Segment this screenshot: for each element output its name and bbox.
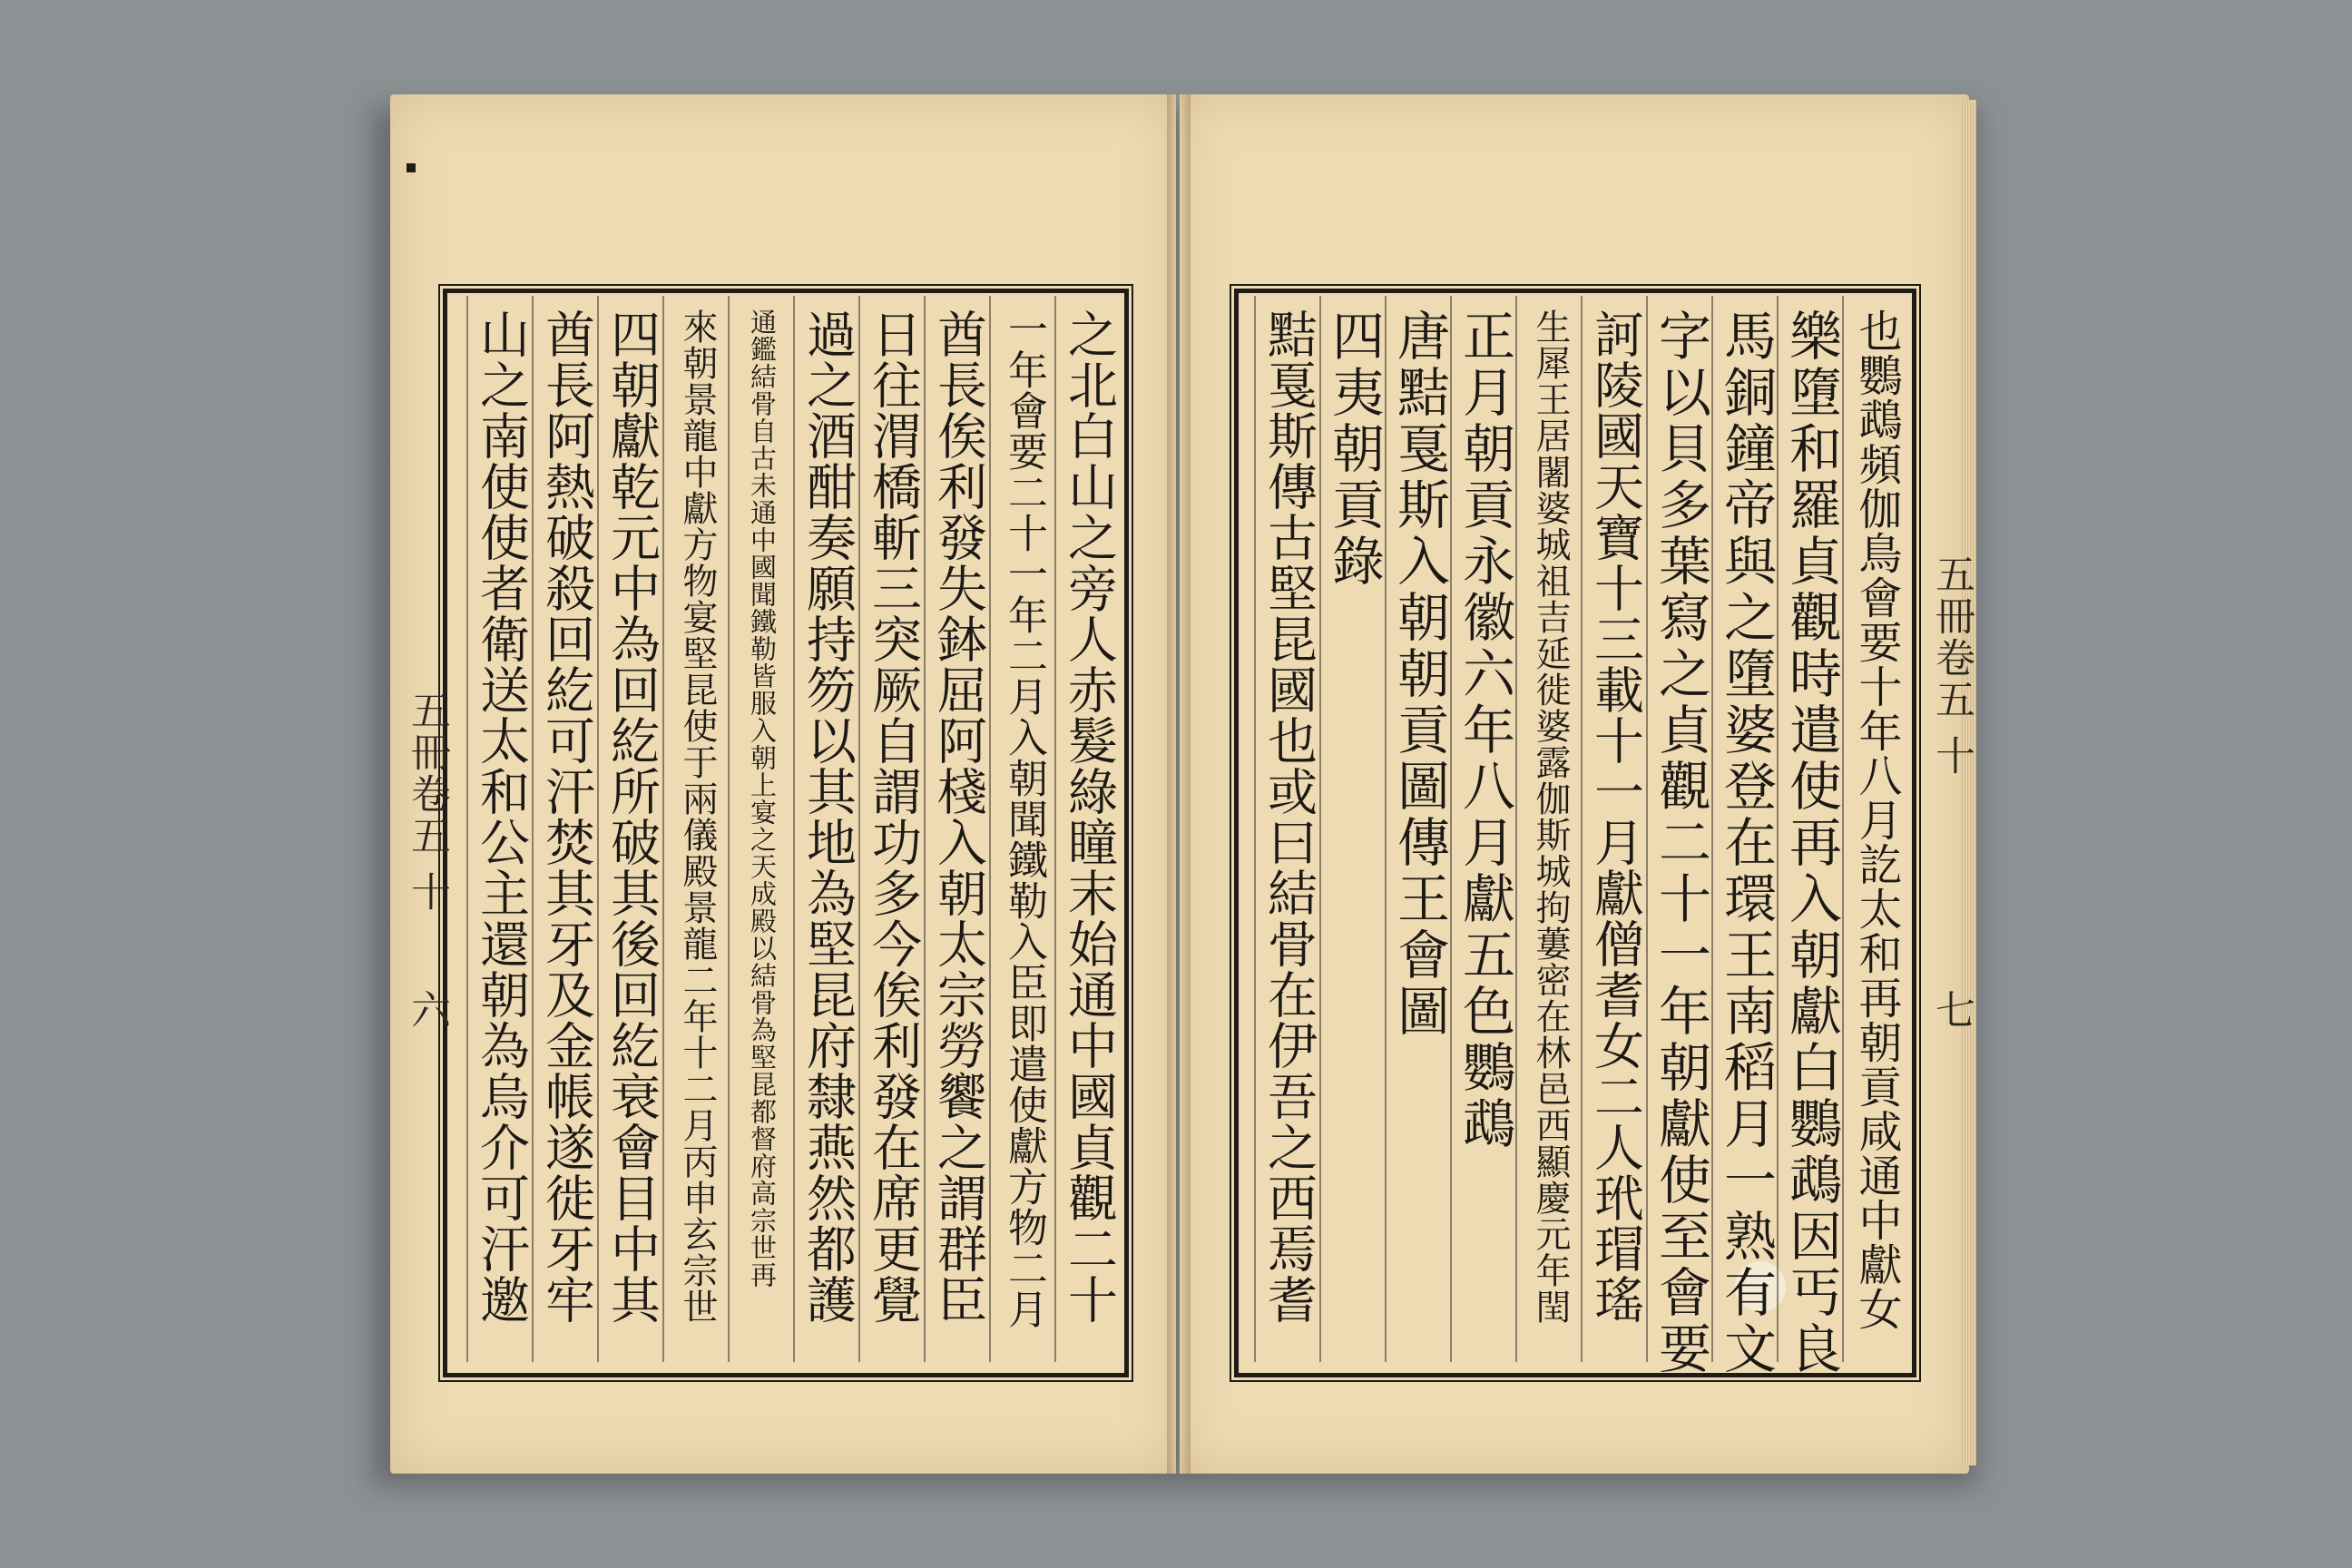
right_page-text-column: 訶陵國天寶十三載十一月獻僧耆女二人玳瑁瑤 (1586, 309, 1644, 1325)
column-rule (662, 296, 664, 1362)
right_page-text-column: 字以貝多葉寫之貞觀二十一年朝獻使至會要 (1650, 309, 1711, 1377)
left_page-text-column: 過之酒酣奏願持笏以其地為堅昆府隸燕然都護 (799, 309, 857, 1325)
column-rule (1581, 296, 1583, 1362)
column-rule (989, 296, 991, 1362)
book-gutter (1167, 94, 1191, 1474)
left-folio-number: 六 (404, 989, 450, 1031)
right-folio-label: 五冊卷五 十 (1928, 554, 1975, 777)
left_page-text-column: 四朝獻乾元中為回紇所破其後回紇衰會目中其 (603, 309, 661, 1325)
column-rule (1054, 296, 1056, 1362)
column-rule (1711, 296, 1713, 1362)
column-rule (532, 296, 534, 1362)
right_page-text-column: 馬銅鐘帝與之墮婆登在環王南稻月一熟有文 (1715, 309, 1777, 1377)
right-folio-number: 七 (1928, 989, 1975, 1031)
left_page-text-column: 酋長阿熱破殺回紇可汗焚其牙及金帳遂徙牙牢 (537, 309, 595, 1325)
left_page-text-column: 來朝景龍中獻方物宴堅昆使于兩儀殿景龍二年十二月丙申玄宗世 (677, 309, 718, 1325)
page-edges (1960, 100, 1976, 1465)
column-rule (924, 296, 926, 1362)
column-rule (1319, 296, 1321, 1362)
right_page-text-column: 也鸚鵡頻伽鳥會要十年八月訖太和再朝貢咸通中獻女 (1851, 309, 1902, 1331)
right_page-text-column: 黠戛斯傳古堅昆國也或曰結骨在伊吾之西焉耆 (1259, 309, 1318, 1325)
column-rule (597, 296, 599, 1362)
column-rule (1777, 296, 1779, 1362)
right_page-text-column: 樂墮和羅貞觀時遣使再入朝獻白鸚鵡因丐良 (1780, 309, 1842, 1377)
column-rule (1842, 296, 1844, 1362)
right_page-text-column: 唐黠戛斯入朝朝貢圖傳王會圖 (1388, 309, 1450, 1040)
column-rule (466, 296, 468, 1362)
column-rule (858, 296, 860, 1362)
column-rule (1385, 296, 1387, 1362)
column-rule (1515, 296, 1517, 1362)
ink-dot (407, 163, 416, 172)
column-rule (1254, 296, 1256, 1362)
right_page-text-column: 四夷朝貢錄 (1323, 309, 1385, 590)
left_page-text-column: 日往渭橋斬三突厥自謂功多今俟利發在席更覺 (864, 309, 922, 1325)
column-rule (1450, 296, 1452, 1362)
left_page-text-column: 一年會要二十一年二月入朝聞鐵勒入臣即遣使獻方物二月 (1001, 309, 1047, 1329)
left_page-text-column: 通鑑結骨自古未通中國聞鐵勒皆服入朝上宴之天成殿以結骨為堅昆都督府高宗世再 (747, 309, 778, 1289)
left_page-text-column: 山之南使使者衛送太和公主還朝為烏介可汗邀 (472, 309, 530, 1325)
column-rule (728, 296, 730, 1362)
right_page-text-column: 正月朝貢永徽六年八月獻五色鸚鵡 (1454, 309, 1515, 1152)
column-rule (1646, 296, 1648, 1362)
column-rule (793, 296, 795, 1362)
left_page-text-column: 之北白山之旁人赤髮綠瞳末始通中國貞觀二十 (1060, 309, 1118, 1325)
left_page-text-column: 酋長俟利發失鉢屈阿棧入朝太宗勞饗之謂群臣 (929, 309, 987, 1325)
right_page-text-column: 生犀王居闍婆城祖吉延徙婆露伽斯城拘蔞密在林邑西顯慶元年閏 (1530, 309, 1571, 1325)
left-folio-label: 五冊卷五 十 (404, 690, 450, 913)
